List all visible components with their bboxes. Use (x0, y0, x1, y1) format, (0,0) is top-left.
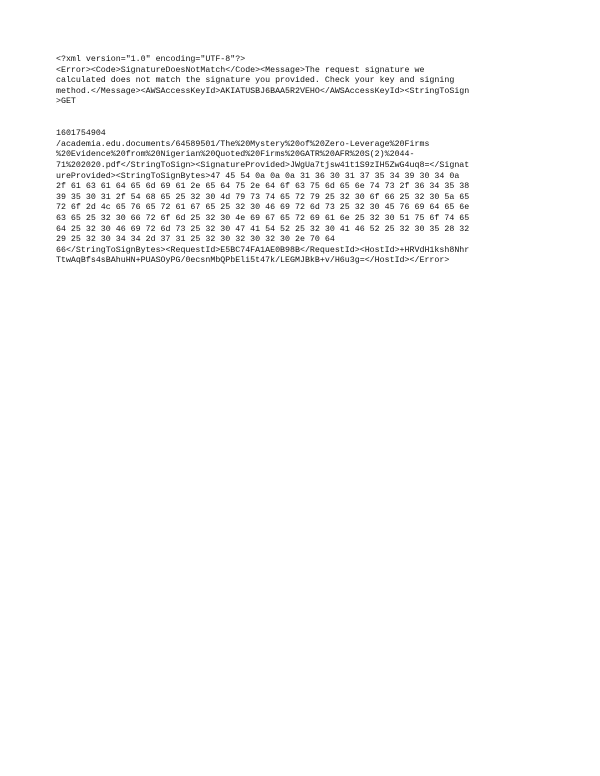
hex-bytes-line: 72 6f 2d 4c 65 76 65 72 61 67 65 25 32 30 46 69 72 6d 73 25 32 30 45 76 69 64 65 6e (56, 203, 470, 213)
string-to-sign-method-line: >GET (56, 97, 76, 107)
error-code-line: <Error><Code>SignatureDoesNotMatch</Code><Message>The request signature we (56, 65, 425, 75)
signature-provided-line: 71%202020.pdf</StringToSign><SignatureProvided>JWgUa7tjsw41t1S9zIH5ZwG4uq8=</Signat (56, 160, 470, 170)
blank-line (56, 119, 552, 130)
hex-bytes-line: 2f 61 63 61 64 65 6d 69 61 2e 65 64 75 2e 64 6f 63 75 6d 65 6e 74 73 2f 36 34 35 38 (56, 182, 470, 192)
hex-bytes-line: 64 25 32 30 46 69 72 6d 73 25 32 30 47 41 54 52 25 32 30 41 46 52 25 32 30 35 28 32 (56, 224, 470, 234)
hex-bytes-line: 39 35 30 31 2f 54 68 65 25 32 30 4d 79 73 74 65 72 79 25 32 30 6f 66 25 32 30 5a 65 (56, 192, 470, 202)
string-to-sign-bytes-line: ureProvided><StringToSignBytes>47 45 54 0a 0a 0a 31 36 30 31 37 35 34 39 30 34 0a (56, 171, 460, 181)
xml-declaration-line: <?xml version="1.0" encoding="UTF-8"?> (56, 55, 246, 64)
host-id-line: TtwAqBfs4sBAhuHN+PUASOyPG/0ecsnMbQPbEli5t47k/LEGMJBkB+v/H6u3g=</HostId></Error> (56, 256, 450, 266)
message-line: calculated does not match the signature you provided. Check your key and signing (56, 76, 455, 86)
timestamp-line: 1601754904 (56, 129, 106, 139)
xml-error-document (56, 55, 552, 267)
hex-bytes-line: 29 25 32 30 34 34 2d 37 31 25 32 30 32 30 32 30 2e 70 64 (56, 235, 335, 245)
request-id-line: 66</StringToSignBytes><RequestId>E5BC74FA1AE0B98B</RequestId><HostId>+HRVdH1ksh8Nhr (56, 245, 470, 255)
access-key-line: method.</Message><AWSAccessKeyId>AKIATUSBJ6BAA5R2VEHO</AWSAccessKeyId><StringToSign (56, 86, 470, 96)
resource-path-line: /academia.edu.documents/64589501/The%20Mystery%20of%20Zero-Leverage%20Firms (56, 139, 430, 149)
blank-line (56, 108, 552, 119)
hex-bytes-line: 63 65 25 32 30 66 72 6f 6d 25 32 30 4e 69 67 65 72 69 61 6e 25 32 30 51 75 6f 74 65 (56, 213, 470, 223)
resource-path-line: %20Evidence%20from%20Nigerian%20Quoted%20Firms%20GATR%20AFR%20S(2)%2044- (56, 150, 415, 160)
